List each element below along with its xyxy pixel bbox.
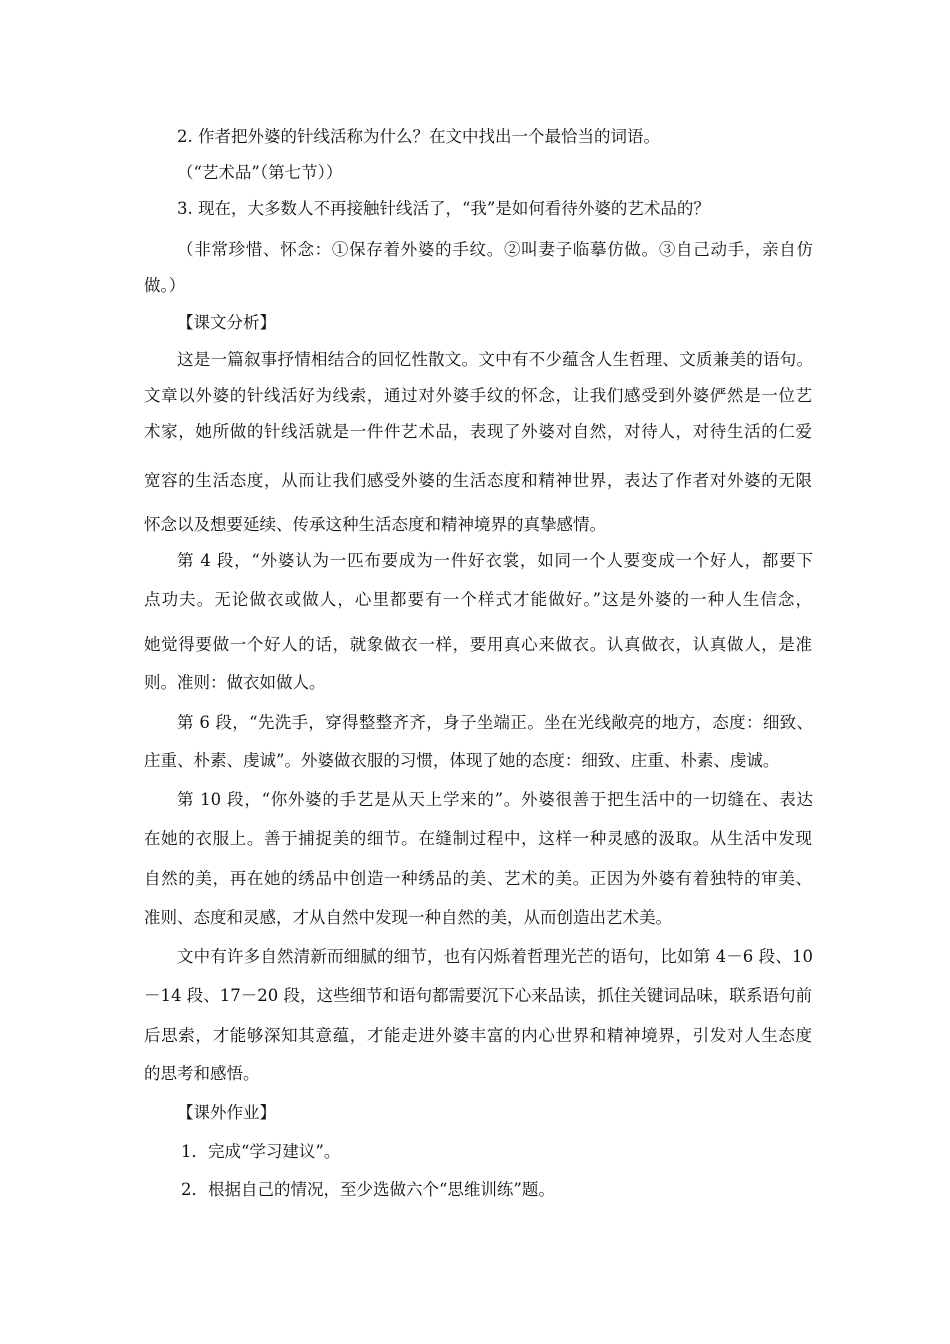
- paragraph-1-line-5: 怀念以及想要延续、传承这种生活态度和精神境界的真挚感情。: [144, 515, 606, 534]
- paragraph-3-line-2: 庄重、朴素、虔诚”。外婆做衣服的习惯，体现了她的态度：细致、庄重、朴素、虔诚。: [144, 751, 780, 770]
- answer-3-line-2: 做。）: [144, 276, 186, 295]
- paragraph-1-line-3: 术家，她所做的针线活就是一件件艺术品，表现了外婆对自然，对待人，对待生活的仁爱: [144, 422, 812, 441]
- paragraph-5-line-2: －14 段、17－20 段，这些细节和语句都需要沉下心来品读，抓住关键词品味，联系语句前: [144, 986, 812, 1005]
- question-3: 3. 现在，大多数人不再接触针线活了，“我”是如何看待外婆的艺术品的？: [177, 199, 710, 218]
- question-2: 2. 作者把外婆的针线活称为什么？在文中找出一个最恰当的词语。: [177, 127, 660, 146]
- paragraph-1-line-4: 宽容的生活态度，从而让我们感受外婆的生活态度和精神世界，表达了作者对外婆的无限: [144, 471, 812, 490]
- section-heading-text-analysis: 【课文分析】: [177, 313, 276, 332]
- paragraph-5-line-3: 后思索，才能够深知其意蕴，才能走进外婆丰富的内心世界和精神境界，引发对人生态度: [144, 1026, 812, 1045]
- paragraph-1-line-2: 文章以外婆的针线活好为线索，通过对外婆手纹的怀念，让我们感受到外婆俨然是一位艺: [144, 386, 812, 405]
- paragraph-4-line-4: 准则、态度和灵感，才从自然中发现一种自然的美，从而创造出艺术美。: [144, 908, 672, 927]
- answer-3-line-1: （非常珍惜、怀念：①保存着外婆的手纹。②叫妻子临摹仿做。③自己动手，亲自仿: [177, 240, 813, 259]
- paragraph-3-line-1: 第 6 段，“先洗手，穿得整整齐齐，身子坐端正。坐在光线敞亮的地方，态度：细致、: [177, 713, 813, 732]
- paragraph-2-line-3: 她觉得要做一个好人的话，就象做衣一样，要用真心来做衣。认真做衣，认真做人，是准: [144, 635, 812, 654]
- homework-item-1: 1．完成“学习建议”。: [181, 1142, 341, 1161]
- paragraph-4-line-2: 在她的衣服上。善于捕捉美的细节。在缝制过程中，这样一种灵感的汲取。从生活中发现: [144, 829, 812, 848]
- paragraph-5-line-1: 文中有许多自然清新而细腻的细节，也有闪烁着哲理光芒的语句，比如第 4－6 段、10: [177, 947, 813, 966]
- paragraph-2-line-1: 第 4 段，“外婆认为一匹布要成为一件好衣裳，如同一个人要变成一个好人，都要下: [177, 551, 813, 570]
- section-heading-homework: 【课外作业】: [177, 1103, 276, 1122]
- paragraph-4-line-3: 自然的美，再在她的绣品中创造一种绣品的美、艺术的美。正因为外婆有着独特的审美、: [144, 869, 812, 888]
- paragraph-4-line-1: 第 10 段，“你外婆的手艺是从天上学来的”。外婆很善于把生活中的一切缝在、表达: [177, 790, 813, 809]
- paragraph-2-line-4: 则。准则：做衣如做人。: [144, 673, 326, 692]
- paragraph-5-line-4: 的思考和感悟。: [144, 1064, 260, 1083]
- paragraph-1-line-1: 这是一篇叙事抒情相结合的回忆性散文。文中有不少蕴含人生哲理、文质兼美的语句。: [177, 350, 813, 369]
- answer-2: （“艺术品”（第七节））: [177, 163, 343, 182]
- paragraph-2-line-2: 点功夫。无论做衣或做人，心里都要有一个样式才能做好。”这是外婆的一种人生信念，: [144, 590, 812, 609]
- homework-item-2: 2．根据自己的情况，至少选做六个“思维训练”题。: [181, 1180, 555, 1199]
